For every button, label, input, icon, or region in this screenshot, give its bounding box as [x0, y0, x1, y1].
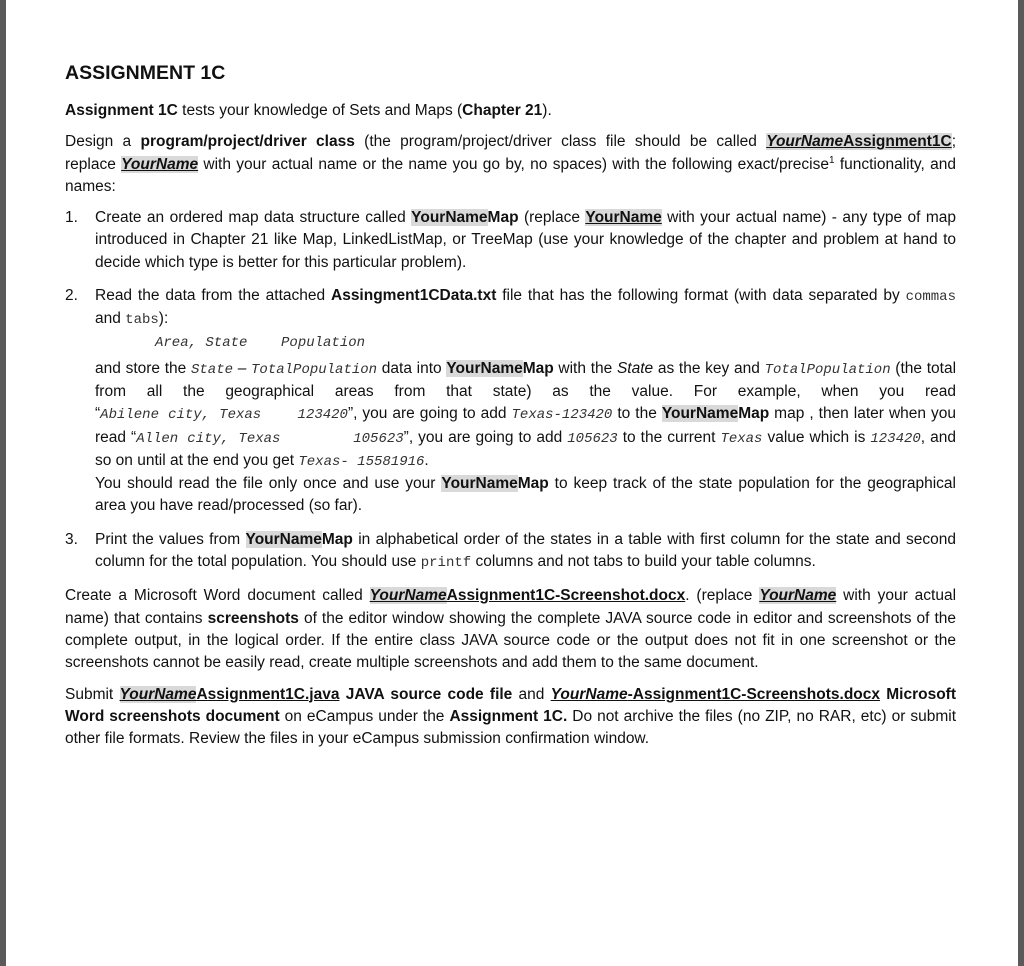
- page-title: ASSIGNMENT 1C: [65, 62, 226, 84]
- footnote-marker: 1: [828, 154, 835, 166]
- data-format-line: Area, State Population: [155, 334, 366, 351]
- document-page: [6, 0, 1018, 966]
- word-document-paragraph: Create a Microsoft Word document called YourNameAssignment1C-Screenshot.docx. (replace YourName with your actual name) that contains screenshots of the editor window showing the complete JAVA source code in editor and screenshots of the complete output, in the logical order. If the entire class JAVA source code or the output does not fit in one screenshot or the screenshots cannot be easily read, create multiple screenshots and add them to the same document.: [65, 587, 957, 672]
- submit-paragraph: Submit YourNameAssignment1C.java JAVA source code file and YourName-Assignment1C-Screenshots.docx Microsoft Word screenshots document on eCampus under the Assignment 1C. Do not archive the files (no ZIP, no RAR, etc) or submit other file formats. Review the files in your eCampus submission confirmation window.: [65, 685, 956, 748]
- list-item: 1. Create an ordered map data structure called YourNameMap (replace YourName with your actual name) - any type of map introduced in Chapter 21 like Map, LinkedListMap, or TreeMap (use your knowledge of the chapter and problem at hand to decide which type is better for this particular problem).: [65, 209, 956, 271]
- list-item: 2. Read the data from the attached Assingment1CData.txt file that has the following format (with data separated by commas and tabs): Area, State Population and store the State – TotalPopulation data into YourNameMap with the State as the key and TotalPopulation (the total from all the geographical areas from that state) as the value. For example, when you read “Abilene city, Texas 123420”, you are going to add Texas-123420 to the YourNameMap map , then later when you read “Allen city, Texas 105623”, you are going to add 105623 to the current Texas value which is 123420, and so on until at the end you get Texas- 15581916. You should read the file only once and use your YourNameMap to keep track of the state population for the geographical area you have read/processed (so far).: [65, 287, 957, 515]
- requirements-list: [65, 207, 956, 574]
- list-item: 3. Print the values from YourNameMap in alphabetical order of the states in a table with first column for the state and second column for the total population. You should use printf columns and not tabs to build your table columns.: [65, 530, 957, 572]
- document-content: [65, 60, 956, 759]
- intro-paragraph: Assignment 1C tests your knowledge of Sets and Maps (Chapter 21).: [65, 102, 552, 119]
- design-paragraph: Design a program/project/driver class (the program/project/driver class file should be called YourNameAssignment1C; replace YourName with your actual name or the name you go by, no spaces) with the following exact/precise$^1$ functionality, and names:: [65, 133, 956, 195]
